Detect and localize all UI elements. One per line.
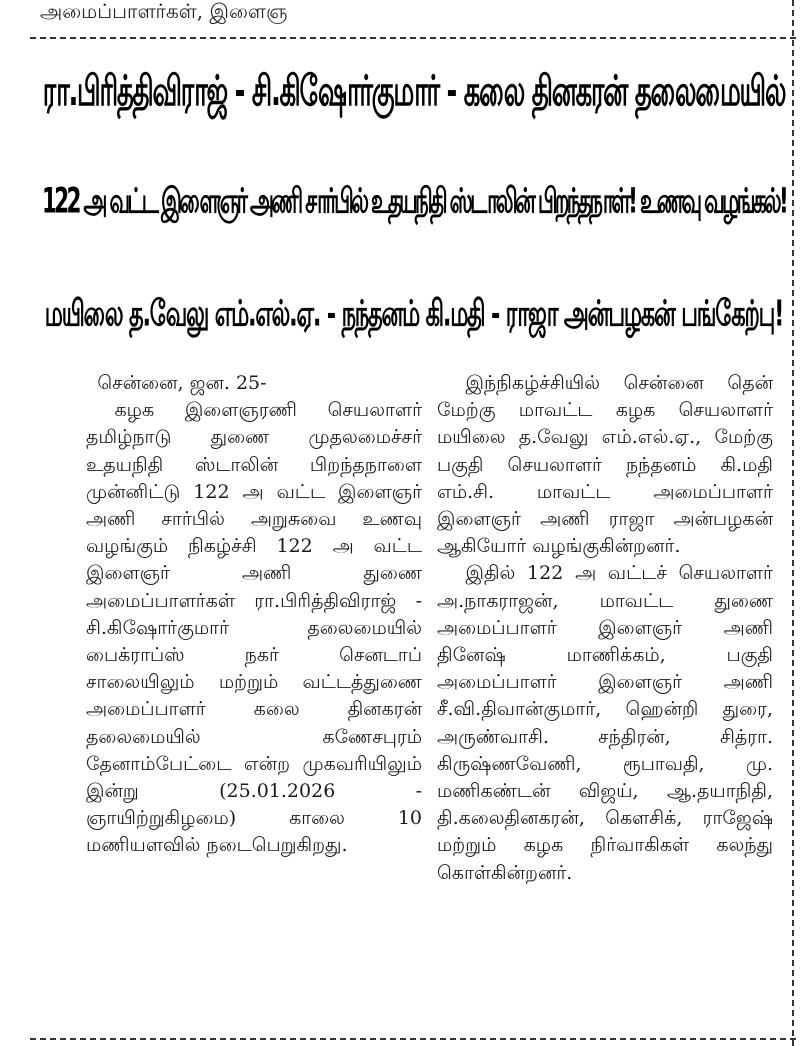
article-column-right [437,370,773,887]
article-dateline: சென்னை, ஜன. 25- [97,372,267,394]
headline-participants: மயிலை த.வேலு எம்.எல்.ஏ. - நந்தனம் கி.மதி - ராஜா அன்பழகன் பங்கேற்பு! [44,293,784,335]
headline-main: 122 அ வட்ட இளைஞர் அணி சார்பில் உதயநிதி ஸ்டாலின் பிறந்தநாள்! உணவு வழங்கல்! [41,181,787,222]
right-dashed-rule [792,0,794,1046]
article-paragraph: கழக இளைஞரணி செயலாளர் தமிழ்நாடு துணை முதலமைச்சர் உதயநிதி ஸ்டாலின் பிறந்தநாளை முன்னிட்டு 122 அ வட்ட இளைஞர் அணி சார்பில் அறுசுவை உணவு வழங்கும் நிகழ்ச்சி 122 அ வட்ட இளைஞர் அணி துணை அமைப்பாளர்கள் ரா.பிரித்திவிராஜ் - சி.கிஷோர்குமார் தலைமையில் பைக்ராப்ஸ் நகர் செனடாப் சாலையிலும் மற்றும் வட்டத்துணை அமைப்பாளர் கலை தினகரன் தலைமையில் கணேசபுரம் தேனாம்பேட்டை என்ற முகவரியிலும் இன்று (25.01.2026 - ஞாயிற்றுகிழமை) காலை 10 மணியளவில் நடைபெறுகிறது. [86,399,422,857]
top-dashed-rule [30,37,796,39]
bottom-dashed-rule [30,1038,796,1040]
article-column-left [86,370,422,860]
article-paragraph: இந்நிகழ்ச்சியில் சென்னை தென் மேற்கு மாவட்ட கழக செயலாளர் மயிலை த.வேலு எம்.எல்.ஏ., மேற்கு பகுதி செயலாளர் நந்தனம் கி.மதி எம்.சி. மாவட்ட அமைப்பாளர் இளைஞர் அணி ராஜா அன்பழகன் ஆகியோர் வழங்குகின்றனர். [437,372,773,558]
article-paragraph: இதில் 122 அ வட்டச் செயலாளர் அ.நாகராஜன், மாவட்ட துணை அமைப்பாளர் இளைஞர் அணி தினேஷ் மாணிக்கம், பகுதி அமைப்பாளர் இளைஞர் அணி சீ.வி.திவான்குமார், ஹென்றி துரை, அருண்வாசி. சந்திரன், சித்ரா. கிருஷ்ணவேணி, ரூபாவதி, மு. மணிகண்டன் விஜய், ஆ.தயாநிதி, தி.கலைதினகரன், கௌசிக், ராஜேஷ் மற்றும் கழக நிர்வாகிகள் கலந்து கொள்கின்றனர். [437,562,773,884]
headline-organizers: ரா.பிரித்திவிராஜ் - சி.கிஷோர்குமார் - கலை தினகரன் தலைமையில் [42,68,786,117]
previous-article-fragment: அமைப்பாளர்கள், இளைஞ [40,0,288,23]
